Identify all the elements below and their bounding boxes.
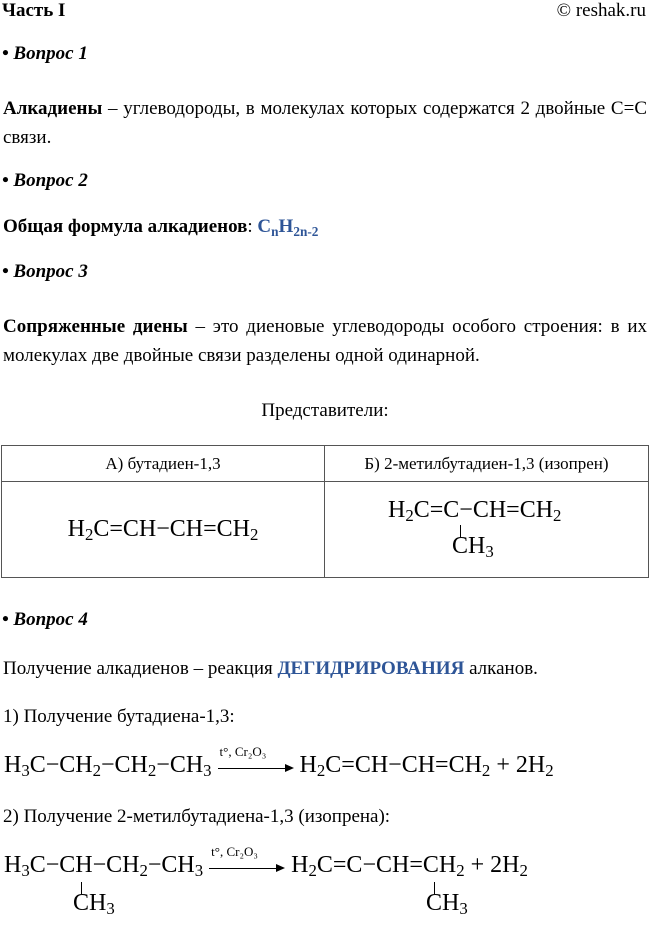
question-1-answer (3, 94, 647, 152)
reaction-arrow-icon (209, 844, 285, 876)
general-formula (257, 216, 318, 237)
question-4-label: • Вопрос 4 (2, 609, 88, 630)
step-1-heading: 1) Получение бутадиена-1,3: (3, 706, 235, 727)
representatives-caption: Представители: (261, 400, 389, 421)
definition: – углеводороды, в молекулах которых содержатся 2 двойные С=С связи. (3, 98, 647, 148)
question-1-label: • Вопрос 1 (2, 43, 88, 64)
reaction-conditions: t°, Cr₂O₃ (211, 844, 258, 860)
byproduct: + 2H (470, 852, 520, 878)
intro-end: алканов. (464, 658, 538, 679)
butadiene-formula: $H_2C=CH-CH=CH_2$ (2, 482, 325, 578)
question-4-intro (3, 658, 538, 680)
site-watermark: © reshak.ru (556, 0, 646, 21)
reaction-conditions: t°, Cr₂O₃ (219, 744, 267, 760)
table-header-isoprene: Б) 2-метилбутадиен-1,3 (изопрен) (325, 446, 649, 482)
colon: : (247, 216, 258, 237)
keyword-dehydrogenation: ДЕГИДРИРОВАНИЯ (277, 658, 465, 679)
term: Алкадиены (3, 98, 103, 119)
question-2-label: • Вопрос 2 (2, 170, 88, 191)
question-3-label: • Вопрос 3 (2, 261, 88, 282)
methyl-branch-reactant: $CH_3$ (73, 890, 115, 918)
reaction-arrow-icon (218, 744, 294, 776)
question-2-answer (3, 216, 318, 238)
term: Сопряженные диены (3, 316, 188, 337)
methyl-branch-product: $CH_3$ (426, 890, 468, 918)
step-2-heading: 2) Получение 2-метилбутадиена-1,3 (изопрена): (3, 806, 391, 827)
formula-h: H (278, 216, 294, 237)
definition: – это диеновые углеводороды особого строения: в их молекулах две двойные связи разделены одной одинарной. (3, 316, 648, 366)
term: Общая формула алкадиенов (3, 216, 248, 237)
reaction-1: $H_3C-CH_2-CH_2-CH_3$ t°, Cr₂O₃ $H_2C=CH-CH=CH_2 + 2H_2$ (4, 744, 554, 780)
part-title: Часть I (2, 0, 66, 21)
representatives-table (1, 445, 649, 578)
table-header-butadiene: А) бутадиен-1,3 (2, 446, 325, 482)
formula-n: n (271, 224, 279, 239)
formula-c: C (257, 216, 272, 237)
question-3-answer (3, 312, 647, 370)
intro-start: Получение алкадиенов – реакция (3, 658, 278, 679)
byproduct: + 2H (496, 752, 546, 778)
formula-index: 2n-2 (293, 224, 319, 239)
isoprene-formula: $H_2C=C-CH=CH_2$ $CH_3$ (325, 482, 649, 578)
reaction-2: $H_3C-CH-CH_2-CH_3$ t°, Cr₂O₃ $H_2C=C-CH=CH_2 + 2H_2$ (4, 844, 528, 880)
